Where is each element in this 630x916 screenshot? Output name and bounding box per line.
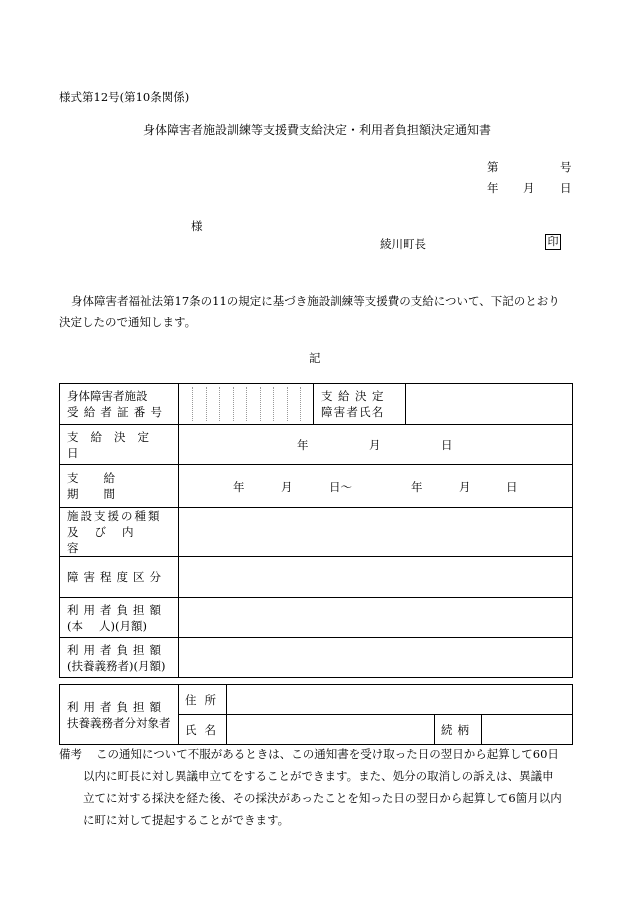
seal-mark: 印 [545,234,561,250]
note-line-1: この通知について不服があるときは、この通知書を受け取った日の翌日から起算して60日 [96,747,559,761]
table-row [60,557,573,598]
table-row [60,638,573,678]
disability-level-field[interactable] [179,557,573,598]
user-burden-supporter-label: 利用者負担額 (扶養義務者)(月額) [60,638,179,678]
date-day-label: 日 [560,181,572,195]
supporter-label: 利用者負担額 扶養義務者分対象者 [60,685,179,745]
table-row [60,598,573,638]
certificate-number-label: 身体障害者施設 受給者証番号 [60,384,179,425]
addressee-suffix: 様 [191,219,203,233]
address-field[interactable] [227,685,573,715]
name-field[interactable] [227,715,435,745]
ki-heading: 記 [309,351,321,365]
name-label: 氏名 [179,715,227,745]
body-line-2: 決定したので通知します。 [59,315,197,329]
note-line-4: に町に対して提起することができます。 [83,813,290,827]
date-year-label: 年 [487,181,499,195]
table-row [60,425,573,465]
table-row [60,384,573,425]
user-burden-supporter-field[interactable] [179,638,573,678]
number-label-go: 号 [560,160,572,174]
number-label-dai: 第 [487,160,499,174]
service-type-field[interactable] [179,508,573,557]
payment-period-label: 支給期間 [60,465,179,508]
decision-table [59,383,573,678]
disability-level-label: 障害程度区分 [60,557,179,598]
decision-date-label: 支給決定日 [60,425,179,465]
date-month-label: 月 [523,181,535,195]
form-number: 様式第12号(第10条関係) [59,90,190,104]
note-prefix: 備考 [59,747,82,761]
relation-field[interactable] [482,715,573,745]
table-row [60,465,573,508]
service-type-label: 施設支援の種類 及び内容 [60,508,179,557]
recipient-name-field[interactable] [406,384,573,425]
supporter-table [59,684,573,745]
recipient-name-label: 支給決定 障害者氏名 [314,384,406,425]
issuer-name: 綾川町長 [380,237,426,251]
note-line-2: 以内に町長に対し異議申立てをすることができます。また、処分の取消しの訴えは、異議申 [83,769,554,783]
user-burden-self-field[interactable] [179,598,573,638]
relation-label: 続柄 [435,715,482,745]
decision-date-field[interactable]: 年 月 日 [179,425,573,465]
note-line-3: 立てに対する採決を経た後、その採決があったことを知った日の翌日から起算して6箇月以内 [83,791,562,805]
table-row [60,685,573,715]
address-label: 住所 [179,685,227,715]
document-title: 身体障害者施設訓練等支援費支給決定・利用者負担額決定通知書 [143,123,492,137]
table-row [60,508,573,557]
payment-period-field[interactable]: 年 月 日〜 年 月 日 [179,465,573,508]
user-burden-self-label: 利用者負担額 (本 人)(月額) [60,598,179,638]
certificate-number-field[interactable] [179,384,314,425]
body-line-1: 身体障害者福祉法第17条の11の規定に基づき施設訓練等支援費の支給について、下記のとおり [71,294,560,308]
